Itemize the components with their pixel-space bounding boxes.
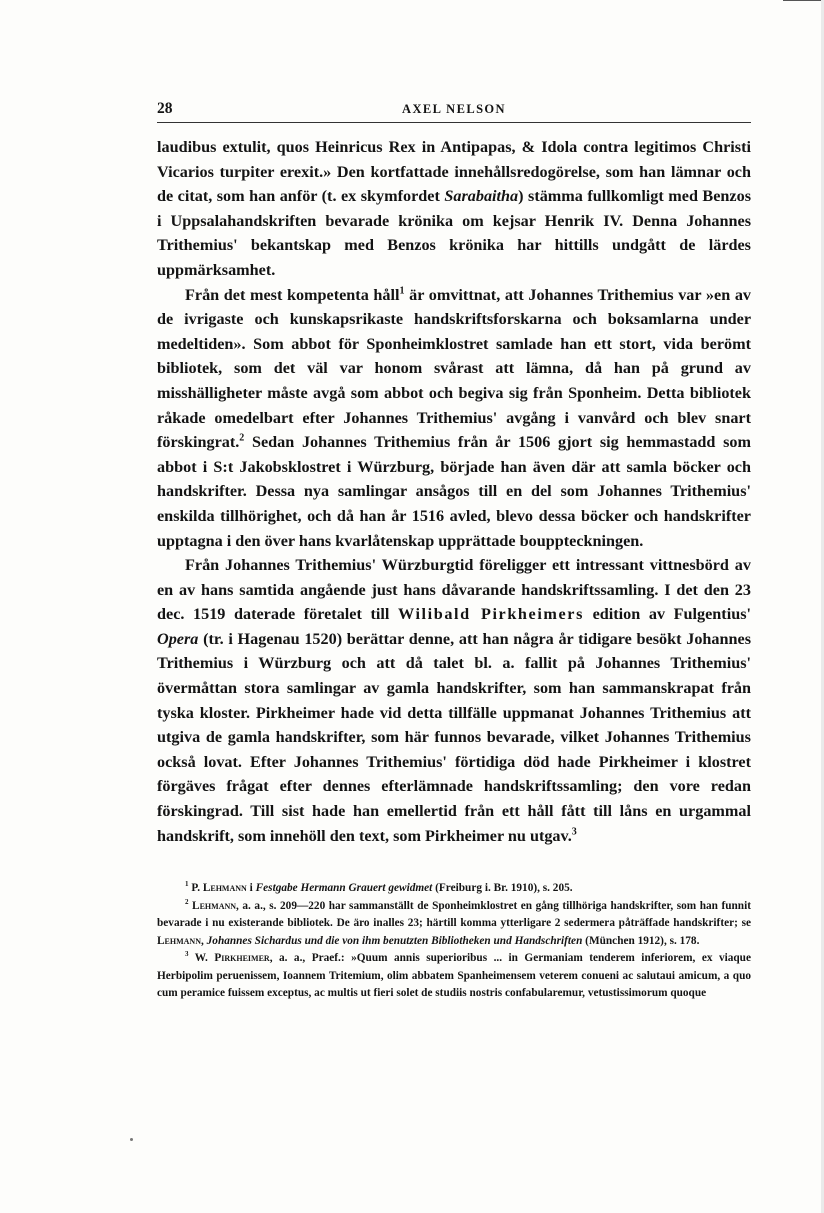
text-run: Lehmann (192, 899, 237, 912)
text-run: Johannes Sichardus und die von ihm benutzten Bibliotheken und Handschriften (206, 934, 583, 947)
text-run: (München 1912), s. 178. (582, 934, 700, 947)
text-run: (tr. i Hagenau 1520) berättar denne, att han några år tidigare besökt Johannes Trithemius i Würzburg och att då talet bl. a. fallit på Johannes Trithemius' övermåttan stora samlingar av gamla handskrifter, som han sammanskrapat från tyska kloster. Pirkheimer hade vid detta tillfälle uppmanat Johannes Trithemius att utgiva de gamla handskrifter, som här funnos bevarade, vilket Johannes Trithemius också lovat. Efter Johannes Trithemius' förtidiga död hade Pirkheimer i klostret förgäves frågat efter dennes efterlämnade handskriftssamling; den vore redan förskingrad. Till sist hade han emellertid från ett håll fått till låns en urgammal handskrift, som innehöll den text, som Pirkheimer nu utgav. (157, 629, 751, 845)
paragraph (157, 283, 751, 554)
paragraph (157, 553, 751, 848)
text-run: , a. a., Praef.: »Quum annis superioribus ... in Germaniam tenderem inferiorem, ex viaque Herbipolim peruenissem, Ioannem Tritemium, olim abbatem Spanheimensem veterem conueni ac salutaui amicum, a quo cum peramice fuissem exceptus, ac multis ut fieri solet de studiis nostris confabularemur, vetustissimorum quoque (157, 952, 751, 999)
text-run: , (200, 934, 207, 947)
page-header (157, 98, 751, 123)
text-run: Sarabaitha (444, 187, 519, 206)
text-run: W. (188, 952, 215, 964)
footnote-ref: 3 (185, 950, 189, 959)
text-run: P. (188, 882, 203, 894)
text-run: Wilibald Pirkheimers (397, 605, 584, 624)
footnote-ref: 2 (185, 897, 189, 906)
text-run: är omvittnat, att Johannes Trithemius var »en av de ivrigaste och kunskapsrikaste handskriftsforskarna och boksamlarna under medeltiden». Som abbot för Sponheimklostret samlade han ett stort, vida berömt bibliotek, som det väl var honom svårast att lämna, då han på grund av misshälligheter måste avgå som abbot och begiva sig från Sponheim. Detta bibliotek råkade omedelbart efter Johannes Trithemius' avgång i vanvård och blev snart förskingrat. (157, 285, 752, 452)
text-run: Från det mest kompetenta håll (185, 285, 400, 304)
text-run: Sedan Johannes Trithemius från år 1506 gjort sig hemmastadd som abbot i S:t Jakobsklostret i Würzburg, började han även där att samla böcker och handskrifter. Dessa nya samlingar ansågos till en del som Johannes Trithemius' enskilda tillhörighet, och då han år 1516 avled, blevo dessa böcker och handskrifter upptagna i den över hans kvarlåtenskap upprättade bouppteckningen. (157, 433, 751, 550)
footnote (157, 898, 751, 951)
text-run: (Freiburg i. Br. 1910), s. 205. (432, 882, 573, 894)
text-run: edition av Fulgentius' (583, 605, 751, 624)
text-run: laudibus extulit, quos Heinricus Rex in Antipapas, & Idola contra legitimos Christi Vicarios turpiter erexit.» Den kortfattade innehållsredogörelse, som han lämnar och de citat, som han anför (t. ex skymfordet (157, 138, 751, 206)
body-text (157, 135, 751, 848)
scan-speck (130, 1138, 133, 1141)
text-run: Från Johannes Trithemius' Würzburgtid föreligger ett intressant vittnesbörd av en av hans samtida angående just hans dåvarande handskriftssamling. I det den 23 dec. 1519 daterade företalet till (157, 556, 751, 624)
text-run: Opera (157, 629, 199, 648)
scan-edge-line (783, 0, 824, 1)
paragraph (157, 135, 751, 283)
footnote-ref: 3 (571, 826, 577, 838)
footnote-ref: 2 (239, 432, 245, 444)
running-head: AXEL NELSON (402, 102, 506, 116)
footnotes (157, 880, 751, 1003)
footnote-ref: 1 (399, 285, 405, 297)
text-run: Lehmann (202, 882, 247, 894)
text-run: Pirkheimer (214, 952, 270, 964)
footnote-ref: 1 (185, 880, 189, 889)
text-run: , a. a., s. 209—220 har sammanställt de Sponheimklostret en gång tillhöriga handskrifter, som han funnit bevarade i nu existerande bibliotek. De äro inalles 23; härtill komma ytterligare 2 sedermera påträffade handskrifter; se (157, 899, 751, 929)
text-run: ) stämma fullkomligt med Benzos i Uppsalahandskriften bevarade krönika om kejsar Henrik IV. Denna Johannes Trithemius' bekantskap med Benzos krönika har hittills undgått de lärdes uppmärksamhet. (157, 187, 751, 279)
text-run: i (246, 882, 256, 894)
text-run: Lehmann (157, 934, 201, 947)
footnote (157, 880, 751, 898)
text-run: Festgabe Hermann Grauert gewidmet (255, 882, 433, 894)
footnote (157, 950, 751, 1003)
page-number: 28 (157, 100, 173, 117)
